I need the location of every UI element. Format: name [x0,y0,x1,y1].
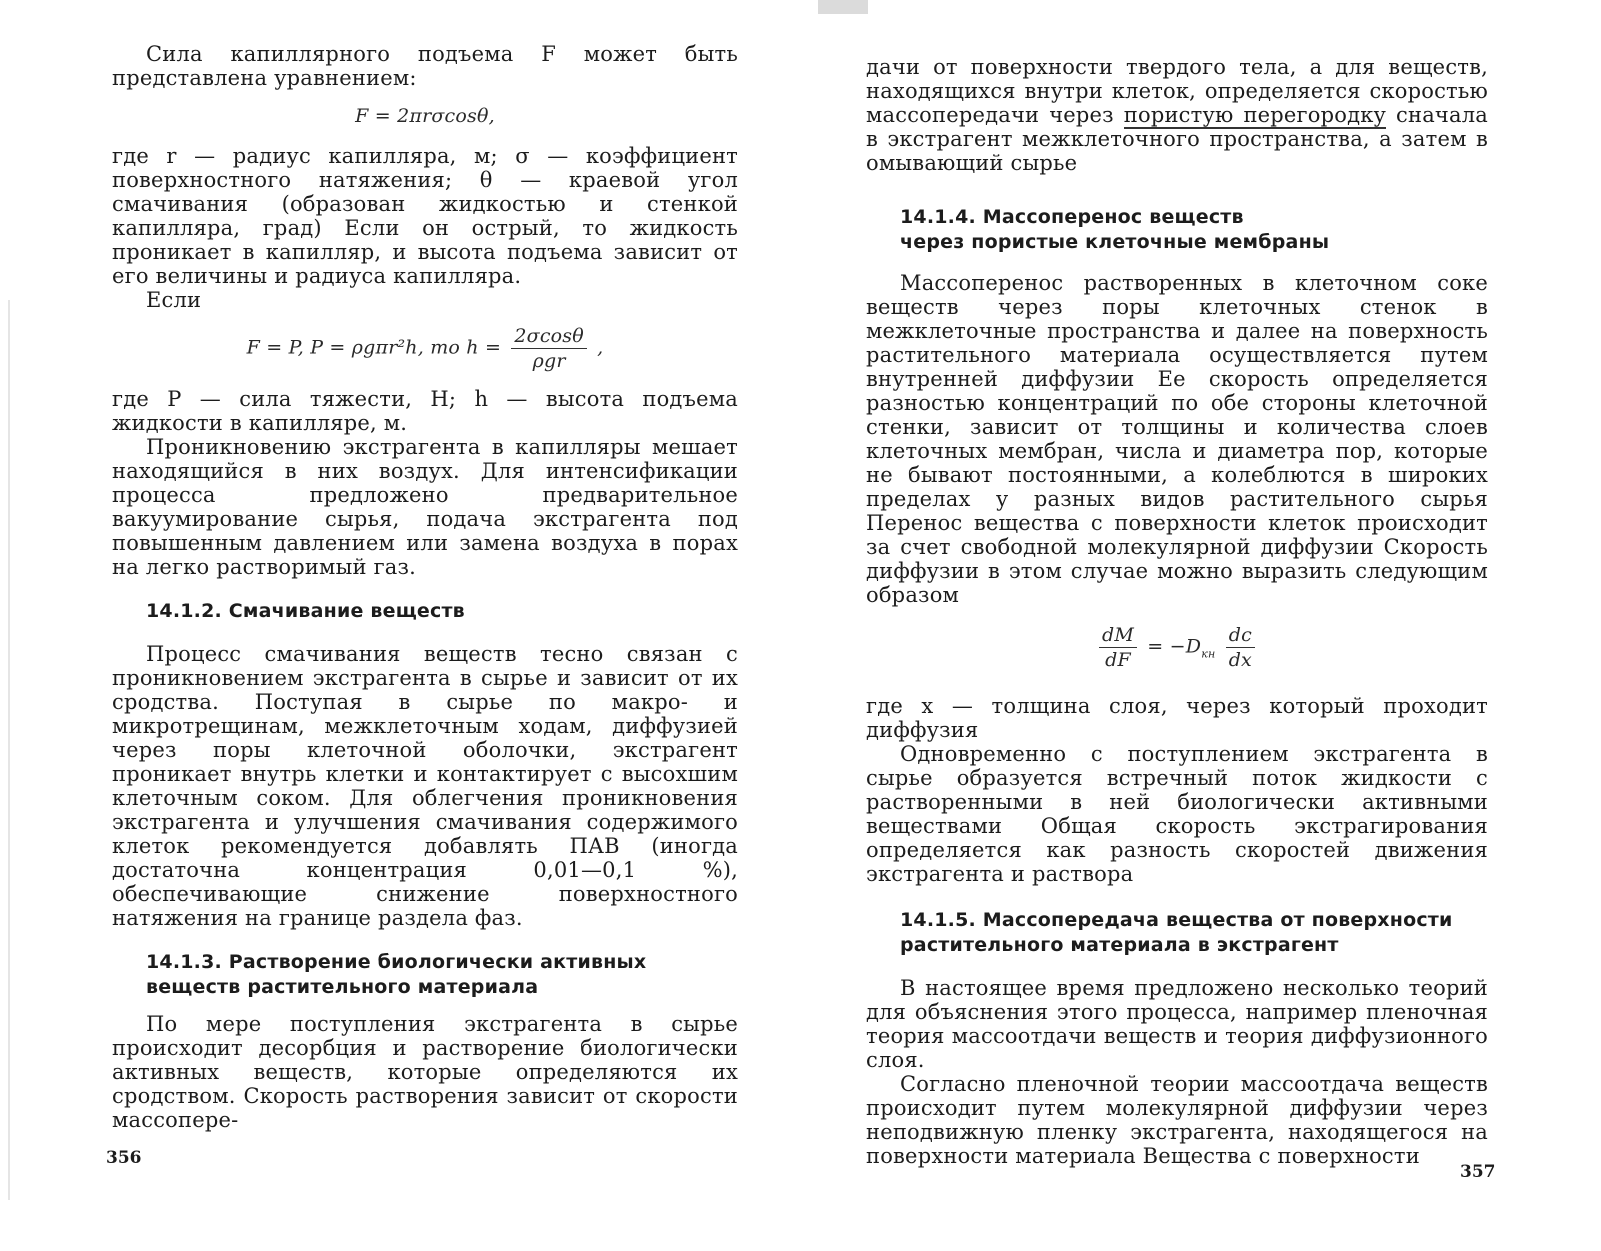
fraction-numerator: 2σcosθ [511,324,587,349]
formula-capillary-force: F = 2πrσcosθ, [355,105,495,127]
page-number: 357 [1460,1162,1496,1182]
fraction-numerator: dc [1226,623,1255,648]
section-heading-14-1-4 [866,205,1488,255]
paragraph: Сила капиллярного подъема F может быть представлена уравнением: [112,42,738,90]
paragraph: где x — толщина слоя, через который проходит диффузия [866,694,1488,742]
formula-tail: , [597,336,604,359]
section-heading-14-1-3 [112,950,738,1000]
formula-diffusion-rate [866,623,1488,672]
section-heading-14-1-5 [866,908,1488,958]
right-page [800,0,1601,1251]
fraction-denominator: dx [1228,649,1252,671]
formula-subscript: кн [1201,647,1216,661]
text-run: сначала в экстрагент межклеточного пространства, а затем в омывающий сырье [866,103,1488,175]
fraction-numerator: dM [1099,623,1137,648]
paragraph: По мере поступления экстрагента в сырье происходит десорбция и растворение биологически активных веществ, которые определяются их сродством. Скорость растворения зависит от скорости массопере- [112,1012,738,1132]
fraction [511,324,587,373]
paragraph: В настоящее время предложено несколько теорий для объяснения этого процесса, например пленочная теория массоотдачи веществ и теория диффузионного слоя. [866,976,1488,1072]
heading-line: веществ растительного материала [146,976,539,998]
paragraph: Если [146,288,202,312]
paragraph: Массоперенос растворенных в клеточном соке веществ через поры клеточных стенок в межклеточные пространства и далее на поверхность растительного материала осуществляется путем внутренней диффузии Ее скорость определяется разностью концентраций по обе стороны клеточной стенки, зависит от толщины и количества слоев клеточных мембран, числа и диаметра пор, которые не бывают постоянными, а колеблются в широких пределах у разных видов растительного сырья Перенос вещества с поверхности клеток происходит за счет свободной молекулярной диффузии Скорость диффузии в этом случае можно выразить следующим образом [866,271,1488,607]
heading-line: 14.1.4. Массоперенос веществ [900,206,1244,228]
text-run: дачи от поверхности твердого тела, а для веществ, находящихся внутри клеток, определяется скоростью массопередачи через [866,55,1488,127]
paragraph: где P — сила тяжести, Н; h — высота подъема жидкости в капилляре, м. [112,387,738,435]
formula-equals: = −D [1147,635,1202,658]
formula-lhs: F = P, P = ρgπr²h, то h = [246,336,502,359]
left-text-column [112,42,738,1132]
fraction-denominator: dF [1105,649,1131,671]
right-text-column [866,55,1488,1168]
left-page [0,0,800,1251]
formula-rise-height [112,324,738,373]
fraction [1226,623,1255,672]
heading-line: 14.1.5. Массопередача вещества от поверхности [900,909,1453,931]
fraction [1099,623,1137,672]
paragraph: Согласно пленочной теории массоотдача веществ происходит путем молекулярной диффузии через неподвижную пленку экстрагента, находящегося на поверхности материала Вещества с поверхности [866,1072,1488,1168]
paragraph: Одновременно с поступлением экстрагента в сырье образуется встречный поток жидкости с растворенными в ней биологически активными веществами Общая скорость экстрагирования определяется как разность скоростей движения экстрагента и раствора [866,742,1488,886]
heading-line: 14.1.3. Растворение биологически активных [146,951,647,973]
page-number: 356 [106,1148,142,1168]
paragraph: где r — радиус капилляра, м; σ — коэффициент поверхностного натяжения; θ — краевой угол смачивания (образован жидкостью и стенкой капилляра, град) Если он острый, то жидкость проникает в капилляр, и высота подъема зависит от его величины и радиуса капилляра. [112,144,738,288]
paragraph [866,55,1488,175]
heading-line: через пористые клеточные мембраны [900,231,1330,253]
pen-underlined-text: пористую перегородку [1123,103,1387,127]
fraction-denominator: ρgr [532,350,566,372]
paragraph: Процесс смачивания веществ тесно связан с проникновением экстрагента в сырье и зависит от их сродства. Поступая в сырье по макро- и микротрещинам, межклеточным ходам, диффузией через поры клеточной оболочки, экстрагент проникает внутрь клетки и контактирует с высохшим клеточным соком. Для облегчения проникновения экстрагента и улучшения смачивания содержимого клеток рекомендуется добавлять ПАВ (иногда достаточна концентрация 0,01—0,1 %), обеспечивающие снижение поверхностного натяжения на границе раздела фаз. [112,642,738,930]
section-heading-14-1-2: 14.1.2. Смачивание веществ [146,600,465,622]
paragraph: Проникновению экстрагента в капилляры мешает находящийся в них воздух. Для интенсификации процесса предложено предварительное вакуумирование сырья, подача экстрагента под повышенным давлением или замена воздуха в порах на легко растворимый газ. [112,435,738,579]
heading-line: растительного материала в экстрагент [900,934,1339,956]
